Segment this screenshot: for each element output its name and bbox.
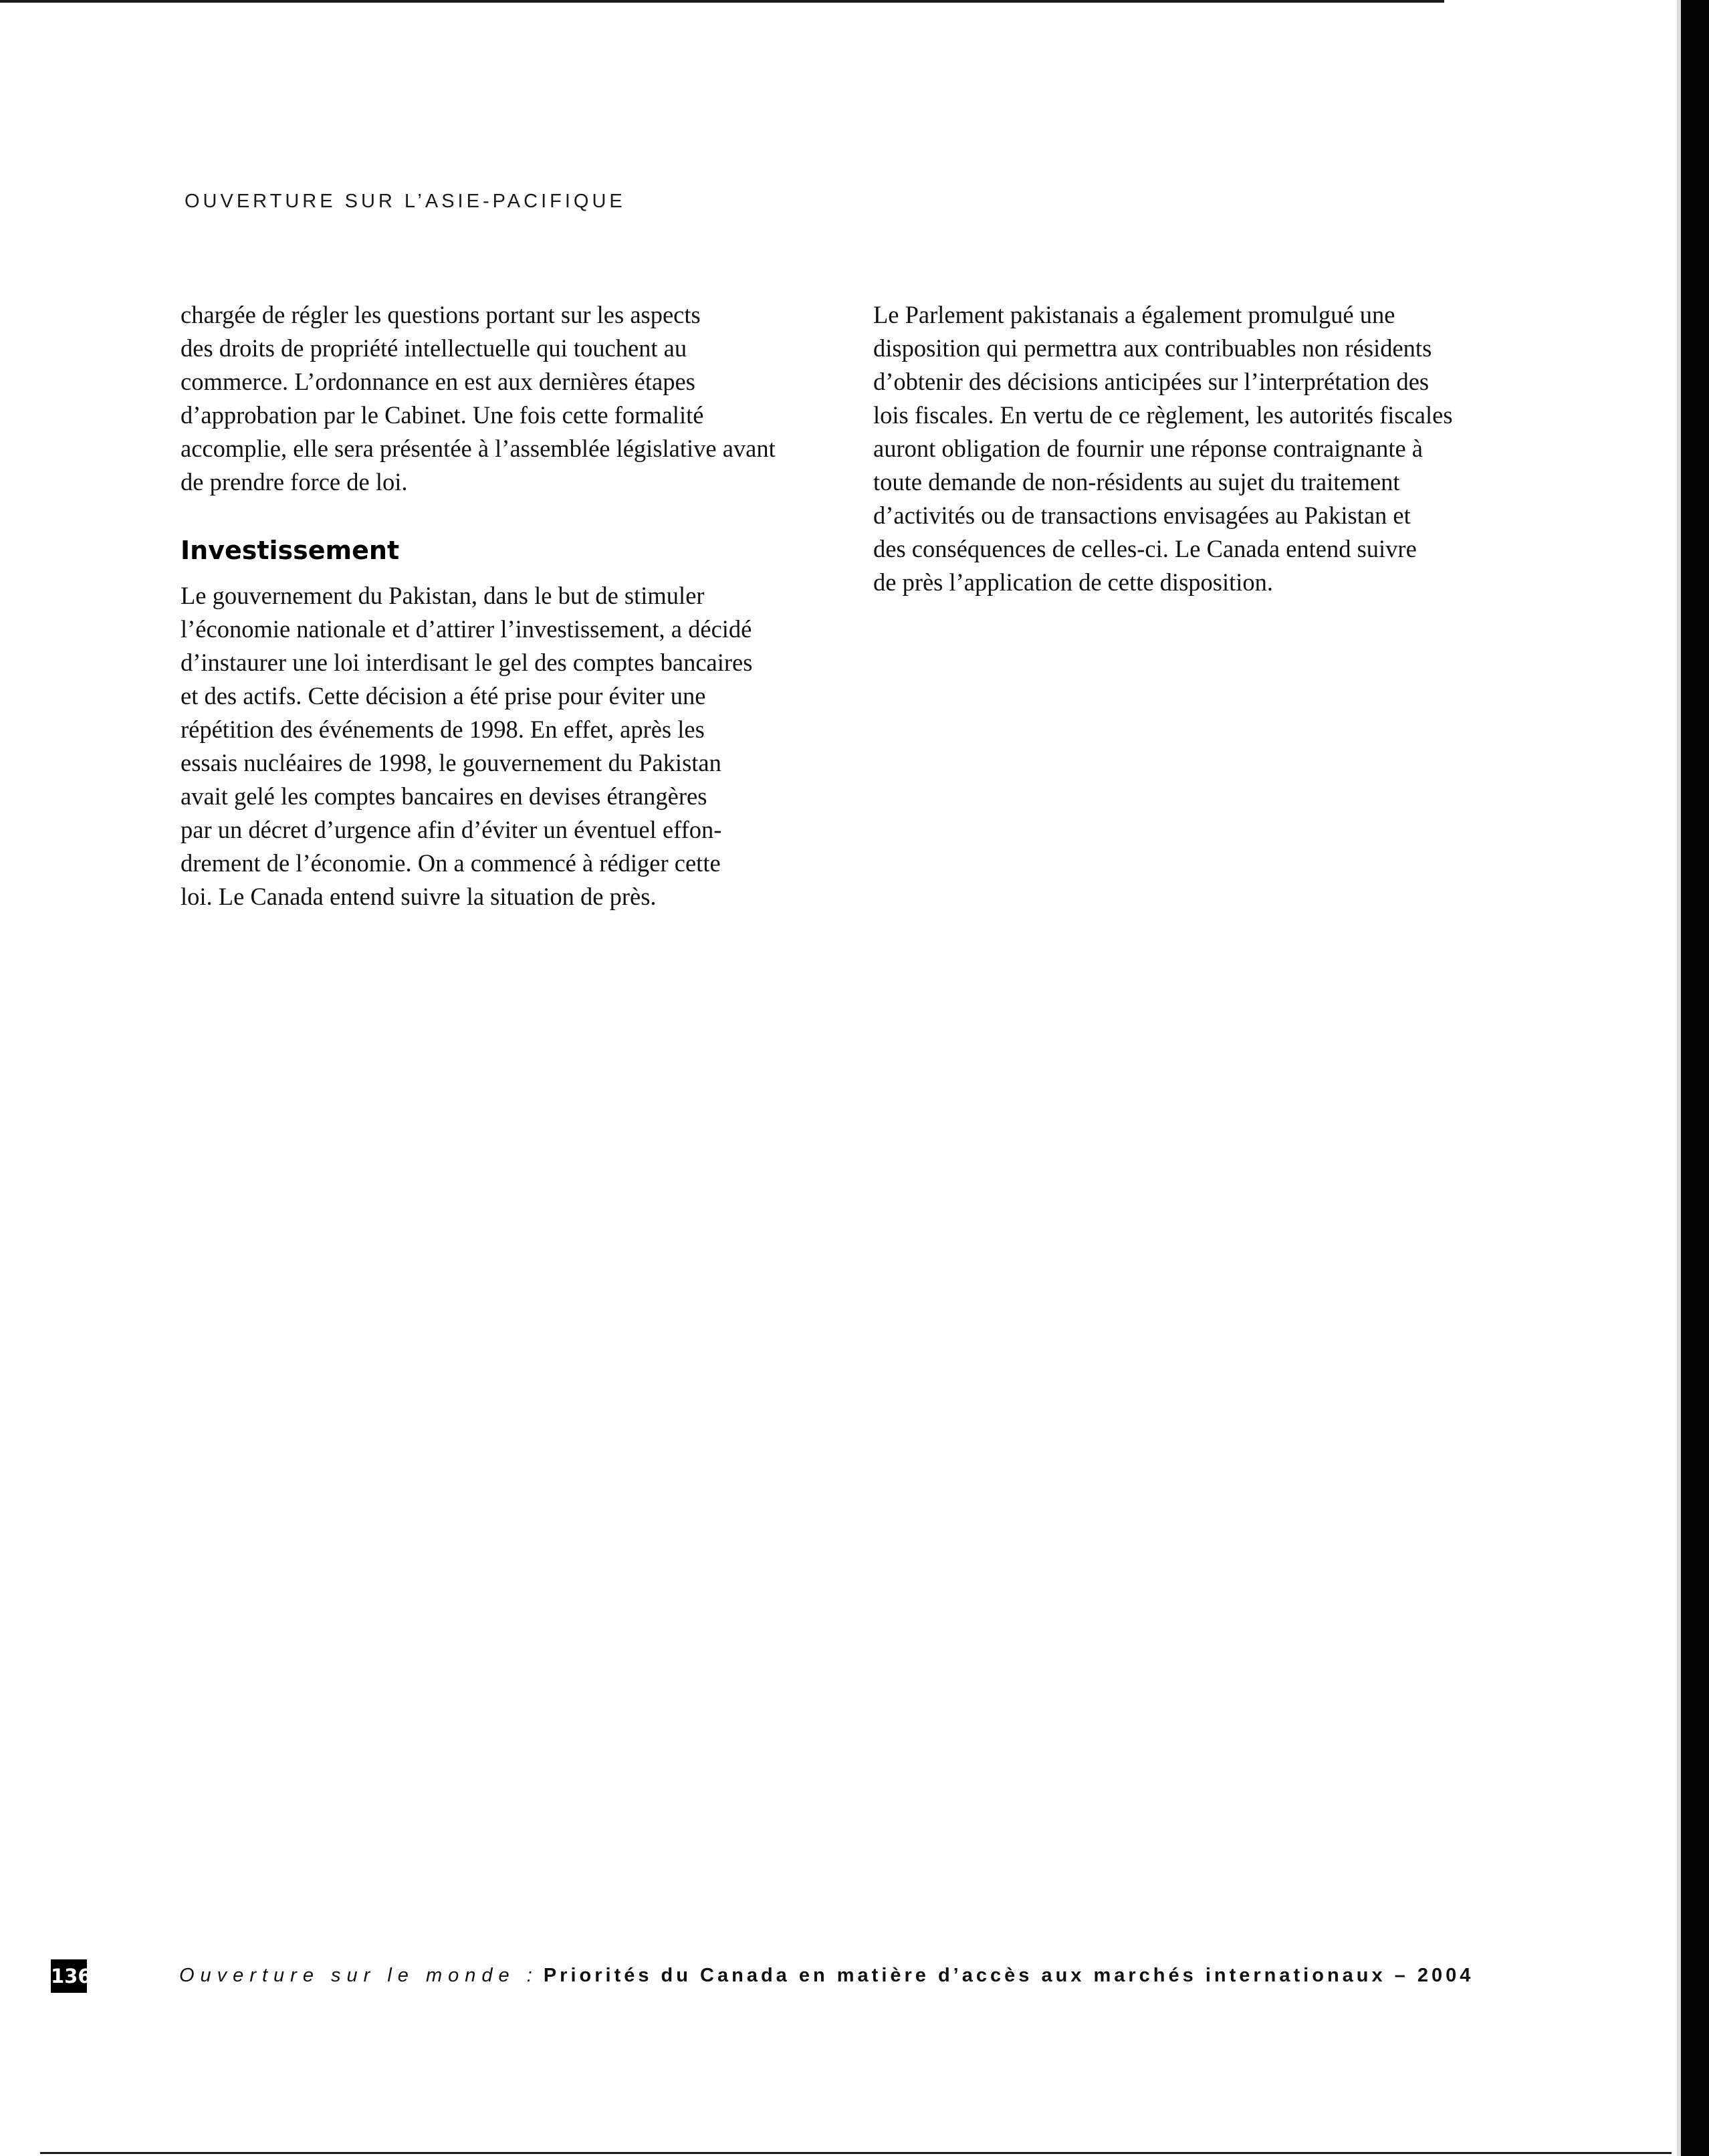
page-number-badge: 136 [51,1959,87,1993]
left-paragraph-1: chargée de régler les questions portant sur les aspects des droits de propriété intellectuelle qui touchent au commerce. L’ordonnance en est aux dernières étapes d’approbation par le Cabinet. Une fois cette formalité accomplie, elle sera présentée à l’assemblée législative avant de prendre force de loi. [181,301,776,496]
right-column [873,298,1502,599]
left-column [181,298,809,913]
right-paragraph-1: Le Parlement pakistanais a également promulgué une disposition qui permettra aux contribuables non résidents d’obtenir des décisions anticipées sur l’interprétation des lois fiscales. En vertu de ce règlement, les autorités fiscales auront obligation de fournir une réponse contraignante à toute demande de non-résidents au sujet du traitement d’activités ou de transactions envisagées au Pakistan et des conséquences de celles-ci. Le Canada entend suivre de près l’application de cette disposition. [873,301,1453,596]
footer-subtitle: Priorités du Canada en matière d’accès aux marchés internationaux – 2004 [543,1965,1474,1986]
footer-title [179,1962,1474,1989]
scan-bottom-border [40,2152,1672,2154]
footer-series-title: Ouverture sur le monde : [179,1965,538,1986]
running-head: OUVERTURE SUR L’ASIE-PACIFIQUE [185,191,626,212]
scan-right-edge [1681,0,1709,2156]
left-paragraph-2: Le gouvernement du Pakistan, dans le but de stimuler l’économie nationale et d’attirer l’investissement, a décidé d’instaurer une loi interdisant le gel des comptes bancaires et des actifs. Cette décision a été prise pour éviter une répétition des événements de 1998. En effet, après les essais nucléaires de 1998, le gouvernement du Pakistan avait gelé les comptes bancaires en devises étrangères par un décret d’urgence afin d’éviter un éventuel effon- drement de l’économie. On a commencé à rédiger cette loi. Le Canada entend suivre la situation de près. [181,582,753,910]
scan-top-border [0,0,1444,3]
section-heading-investissement: Investissement [181,536,400,565]
